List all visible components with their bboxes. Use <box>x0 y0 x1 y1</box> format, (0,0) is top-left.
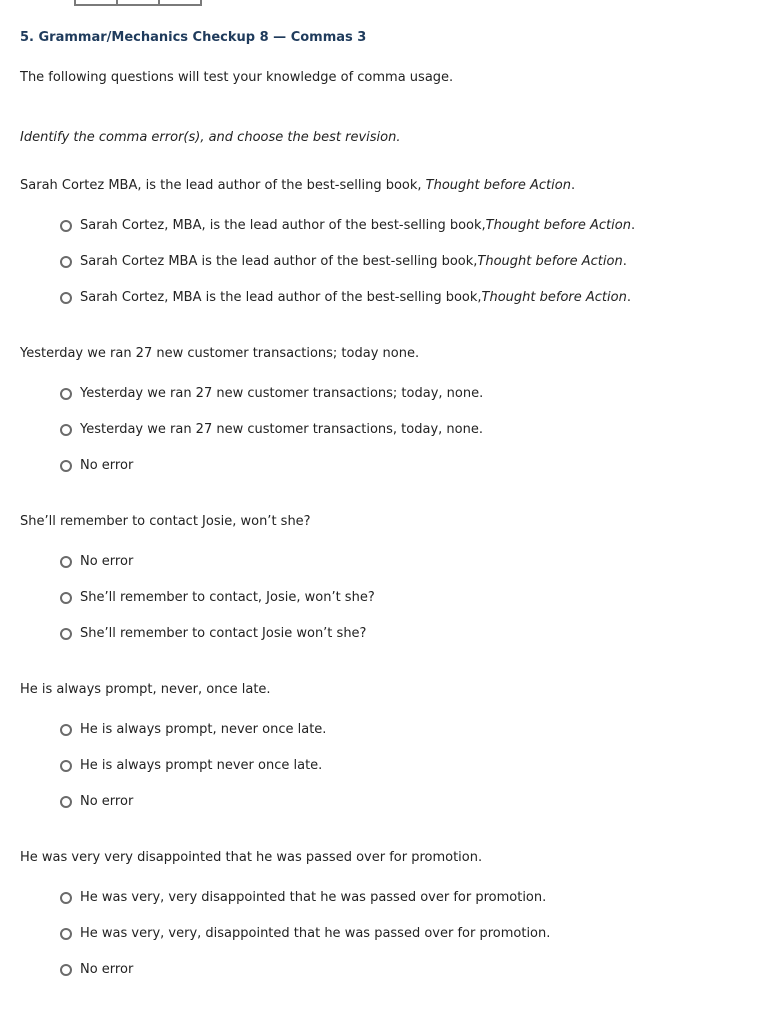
radio-button[interactable] <box>60 424 72 436</box>
option-book-title: Thought before Action <box>481 290 627 305</box>
radio-button[interactable] <box>60 928 72 940</box>
option-text: No error <box>80 794 134 809</box>
option-text: Sarah Cortez, MBA, is the lead author of the best-selling book, <box>80 218 486 233</box>
question-2-option-1[interactable] <box>60 386 483 401</box>
option-text: Sarah Cortez, MBA is the lead author of the best-selling book, <box>80 290 482 305</box>
question-1-option-1[interactable] <box>60 218 635 233</box>
radio-button[interactable] <box>60 592 72 604</box>
radio-button[interactable] <box>60 628 72 640</box>
option-book-title: Thought before Action <box>477 254 623 269</box>
question-5-prompt: He was very very disappointed that he was passed over for promotion. <box>20 850 483 865</box>
question-2-option-3[interactable] <box>60 458 133 473</box>
radio-button[interactable] <box>60 256 72 268</box>
radio-button[interactable] <box>60 220 72 232</box>
radio-button[interactable] <box>60 796 72 808</box>
option-text: She’ll remember to contact Josie won’t she? <box>80 626 367 641</box>
option-text: No error <box>80 554 134 569</box>
option-text: Yesterday we ran 27 new customer transactions, today, none. <box>80 422 483 437</box>
option-text: No error <box>80 962 134 977</box>
top-tab-2[interactable] <box>116 0 160 6</box>
option-text: Sarah Cortez MBA is the lead author of the best-selling book, <box>80 254 478 269</box>
instruction-text: Identify the comma error(s), and choose the best revision. <box>20 130 401 145</box>
option-text-end: . <box>622 254 627 269</box>
question-3-option-1[interactable] <box>60 554 133 569</box>
page-title: 5. Grammar/Mechanics Checkup 8 — Commas 3 <box>20 30 367 45</box>
question-1-prompt-book-title: Thought before Action <box>425 178 571 193</box>
option-text-end: . <box>626 290 631 305</box>
question-2-option-2[interactable] <box>60 422 483 437</box>
question-3-option-3[interactable] <box>60 626 366 641</box>
radio-button[interactable] <box>60 724 72 736</box>
option-text: She’ll remember to contact, Josie, won’t she? <box>80 590 375 605</box>
question-5-option-1[interactable] <box>60 890 546 905</box>
radio-button[interactable] <box>60 388 72 400</box>
radio-button[interactable] <box>60 964 72 976</box>
radio-button[interactable] <box>60 292 72 304</box>
option-text: He was very, very, disappointed that he was passed over for promotion. <box>80 926 551 941</box>
question-4-option-1[interactable] <box>60 722 326 737</box>
radio-button[interactable] <box>60 556 72 568</box>
question-5-option-3[interactable] <box>60 962 133 977</box>
option-text: No error <box>80 458 134 473</box>
option-text: He was very, very disappointed that he was passed over for promotion. <box>80 890 547 905</box>
top-tab-strip <box>74 0 200 6</box>
radio-button[interactable] <box>60 760 72 772</box>
option-book-title: Thought before Action <box>485 218 631 233</box>
question-1-prompt-text: Sarah Cortez MBA, is the lead author of the best-selling book, <box>20 178 426 193</box>
question-3-prompt: She’ll remember to contact Josie, won’t she? <box>20 514 311 529</box>
option-text-end: . <box>630 218 636 233</box>
radio-button[interactable] <box>60 460 72 472</box>
question-3-option-2[interactable] <box>60 590 375 605</box>
question-5-option-2[interactable] <box>60 926 550 941</box>
option-text: He is always prompt, never once late. <box>80 722 327 737</box>
top-tab-3[interactable] <box>158 0 202 6</box>
option-text: Yesterday we ran 27 new customer transactions; today, none. <box>80 386 484 401</box>
question-1-option-3[interactable] <box>60 290 631 305</box>
question-4-option-2[interactable] <box>60 758 322 773</box>
radio-button[interactable] <box>60 892 72 904</box>
question-4-prompt: He is always prompt, never, once late. <box>20 682 271 697</box>
question-1-prompt-end: . <box>570 178 576 193</box>
option-text: He is always prompt never once late. <box>80 758 323 773</box>
question-4-option-3[interactable] <box>60 794 133 809</box>
question-1-option-2[interactable] <box>60 254 627 269</box>
top-tab-1[interactable] <box>74 0 118 6</box>
question-1-prompt <box>20 178 575 193</box>
question-2-prompt: Yesterday we ran 27 new customer transactions; today none. <box>20 346 420 361</box>
intro-text: The following questions will test your knowledge of comma usage. <box>20 70 454 85</box>
